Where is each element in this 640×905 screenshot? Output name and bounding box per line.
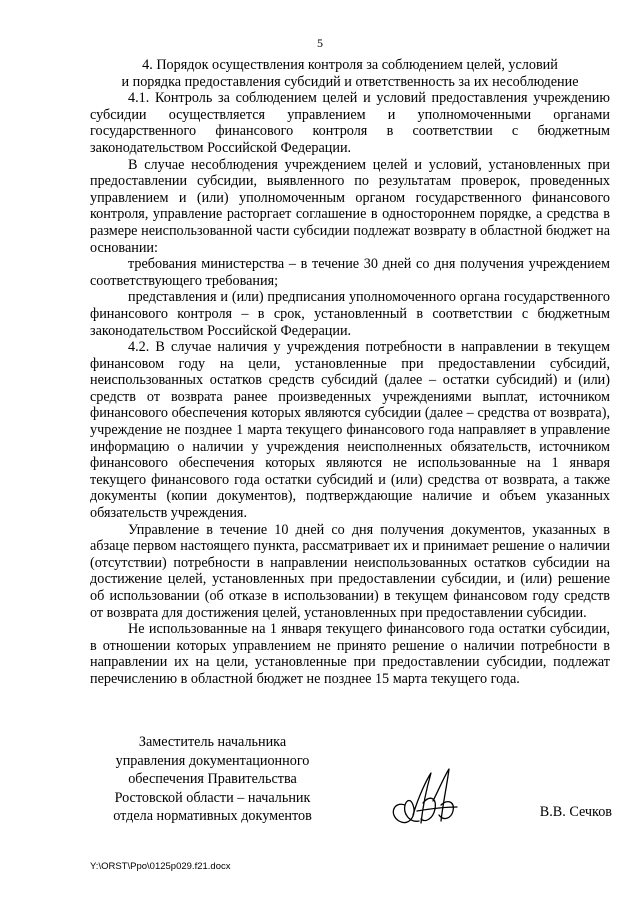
signatory-title-line: отдела нормативных документов xyxy=(113,808,312,824)
paragraph-noncompliance: В случае несоблюдения учреждением целей и условий, установленных при предоставлении субсидии, выявленного по результатам проверок, проведенных управлением и (или) уполномоченным органом государственного финансового контроля, управление расторгает соглашение в одностороннем порядке, а средства в размере неиспользованной части субсидии подлежат возврату в областной бюджет на основании: xyxy=(90,156,610,256)
handwritten-signature xyxy=(383,765,473,835)
signatory-title xyxy=(105,733,320,826)
signatory-title-line: управления документационного xyxy=(115,752,310,769)
paragraph-ministry-demand: требования министерства – в течение 30 дней со дня получения учреждением соответствующего требования; xyxy=(90,256,610,289)
file-path-footer: Y:\ORST\Ppo\0125p029.f21.docx xyxy=(90,861,231,872)
section-heading-line-1: 4. Порядок осуществления контроля за соблюдением целей, условий xyxy=(142,57,558,73)
page-number: 5 xyxy=(317,36,323,50)
paragraph-4-2: 4.2. В случае наличия у учреждения потребности в направлении в текущем финансовом году на цели, установленные при предоставлении субсидий, неиспользованных остатков средств субсидий (далее – остатки субсидий) и (или) средств от возврата ранее произведенных учреждениями выплат, источником финансового обеспечения которых являются субсидии (далее – средства от возврата), учреждение не позднее 1 марта текущего финансового года направляет в управление информацию о наличии у учреждения неисполненных обязательств, источником финансового обеспечения которых являются не использованные на 1 января текущего финансового года остатки субсидий и (или) средства от возврата, а также документы (копии документов), подтверждающие наличие и объем указанных обязательств учреждения. xyxy=(90,339,610,522)
signatory-title-line: Заместитель начальника xyxy=(138,734,287,750)
paragraph-4-1: 4.1. Контроль за соблюдением целей и условий предоставления учреждению субсидии осуществляется управлением и уполномоченными органами государственного финансового контроля в соответствии с бюджетным законодательством Российской Федерации. xyxy=(90,90,610,156)
signatory-title-line: обеспечения Правительства xyxy=(128,771,297,787)
section-heading-line-2: и порядка предоставления субсидий и ответственность за их несоблюдение xyxy=(121,73,579,90)
paragraph-decision: Управление в течение 10 дней со дня получения документов, указанных в абзаце первом настоящего пункта, рассматривает их и принимает решение о наличии (отсутствии) потребности в направлении неиспользованных остатков субсидии на достижение целей, установленных при предоставлении субсидии, и (или) решение об использовании (об отказе в использовании) в текущем финансовом году средств от возврата для достижения целей, установленных при предоставлении субсидии. xyxy=(90,521,610,621)
signatory-name: В.В. Сечков xyxy=(539,804,612,820)
signatory-title-line: Ростовской области – начальник xyxy=(114,789,311,806)
document-body xyxy=(90,57,610,688)
paragraph-control-order: представления и (или) предписания уполномоченного органа государственного финансового контроля – в срок, установленный в соответствии с бюджетным законодательством Российской Федерации. xyxy=(90,289,610,339)
paragraph-unused-balances: Не использованные на 1 января текущего финансового года остатки субсидии, в отношении которых управлением не принято решение о наличии потребности в направлении их на цели, установленные при предоставлении субсидии, подлежат перечислению в областной бюджет не позднее 15 марта текущего года. xyxy=(90,621,610,687)
